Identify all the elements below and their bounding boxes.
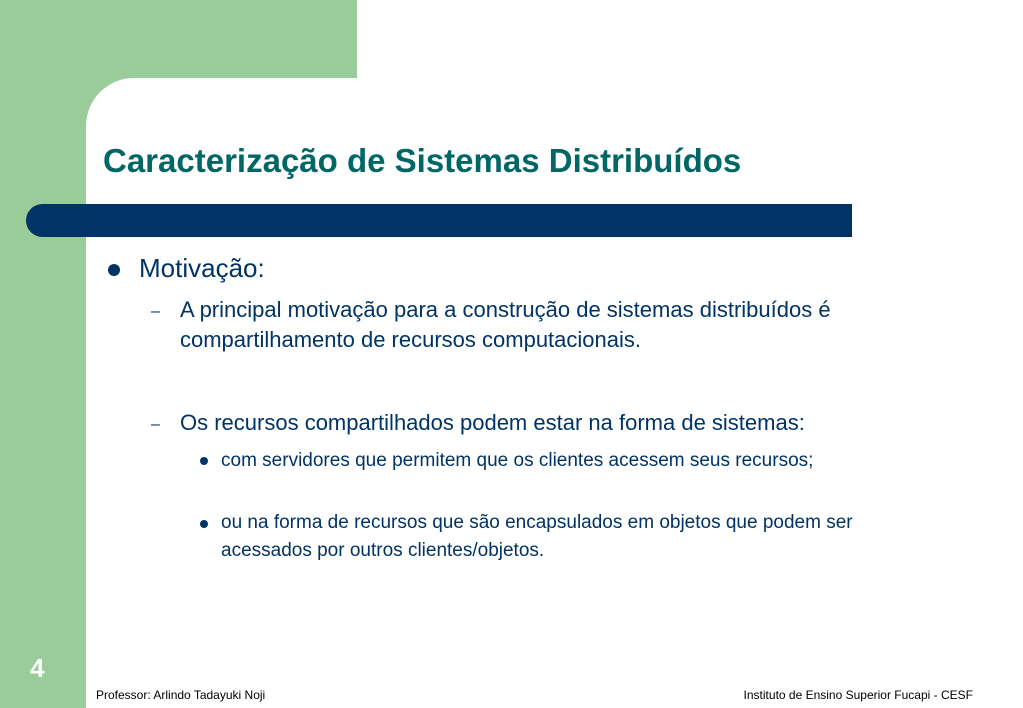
- dash-icon: –: [151, 416, 160, 433]
- slide-number: 4: [30, 653, 45, 683]
- bullet-level2-text: Os recursos compartilhados podem estar na forma de sistemas:: [180, 410, 805, 435]
- footer-presenter: Professor: Arlindo Tadayuki Noji: [96, 688, 266, 702]
- footer-institution: Instituto de Ensino Superior Fucapi - CESF: [743, 688, 973, 702]
- bullet-dot-icon: [108, 264, 120, 276]
- bullet-dot-icon: [200, 457, 208, 465]
- bullet-level2-text: A principal motivação para a construção de sistemas distribuídos é compartilhamento de recursos computacionais.: [180, 297, 831, 352]
- slide-title: Caracterização de Sistemas Distribuídos: [103, 142, 742, 179]
- dash-icon: –: [151, 303, 160, 320]
- white-top-area: [357, 0, 1023, 80]
- bullet-level1-text: Motivação:: [139, 253, 265, 283]
- title-underline-bar: [26, 204, 852, 237]
- bullet-level3-text: com servidores que permitem que os clientes acessem seus recursos;: [221, 450, 814, 471]
- bullet-level3-text: ou na forma de recursos que são encapsulados em objetos que podem ser acessados por outros clientes/objetos.: [221, 512, 853, 561]
- bullet-dot-icon: [200, 520, 208, 528]
